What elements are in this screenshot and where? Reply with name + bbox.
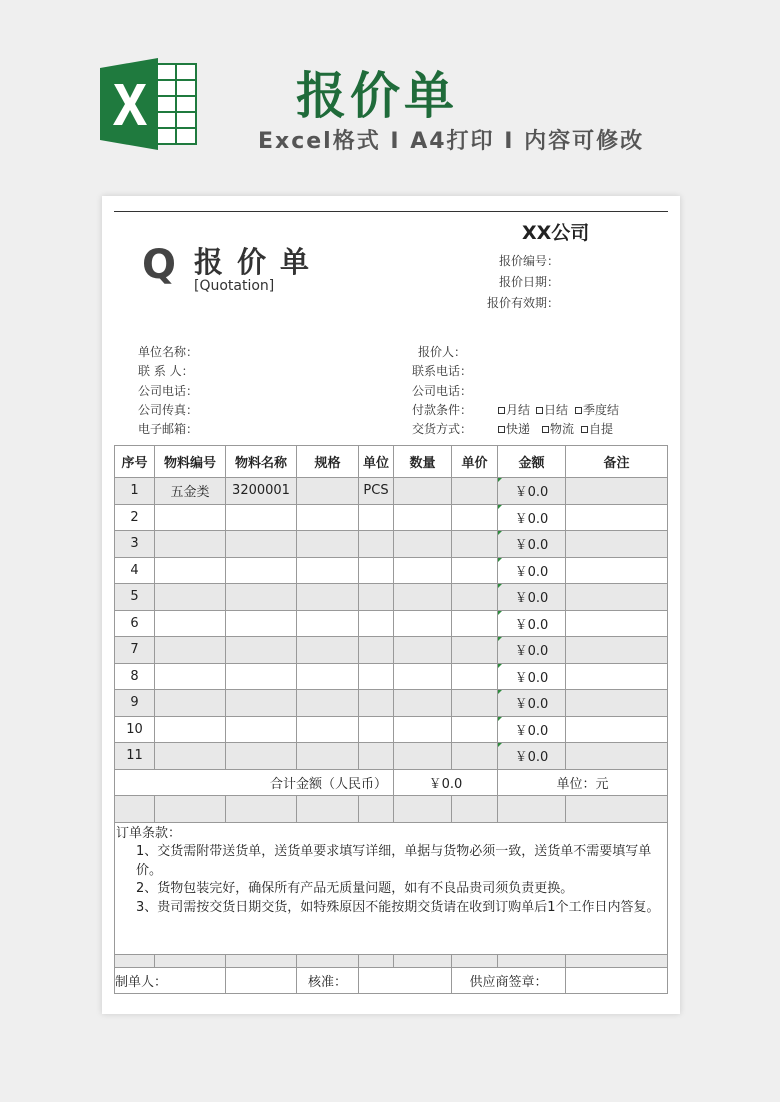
cell-spec[interactable] xyxy=(297,716,359,743)
cell-code[interactable] xyxy=(155,716,226,743)
payment-terms-label: 付款条件： xyxy=(412,403,473,417)
banner-title: 报价单 xyxy=(296,67,458,125)
cell xyxy=(498,954,566,967)
checkbox-icon[interactable] xyxy=(498,407,505,414)
cell-no: 7 xyxy=(115,637,155,664)
cell xyxy=(155,796,226,823)
cell-code[interactable] xyxy=(155,557,226,584)
right-company-phone-label: 公司电话： xyxy=(412,384,473,398)
table-row xyxy=(115,504,668,531)
cell-no: 2 xyxy=(115,504,155,531)
cell-no: 4 xyxy=(115,557,155,584)
cell-unit[interactable] xyxy=(359,610,394,637)
cell xyxy=(297,954,359,967)
cell-unit[interactable] xyxy=(359,663,394,690)
approver-label: 核准： xyxy=(297,967,359,994)
cell-price[interactable] xyxy=(452,637,498,664)
cell-unit[interactable] xyxy=(359,557,394,584)
company-name[interactable]: XX公司 xyxy=(522,222,590,244)
cell-code[interactable] xyxy=(155,690,226,717)
cell-qty[interactable] xyxy=(394,743,452,770)
cell xyxy=(566,796,668,823)
cell-note[interactable] xyxy=(566,743,668,770)
cell-code[interactable] xyxy=(155,504,226,531)
cell-spec[interactable] xyxy=(297,743,359,770)
cell-qty[interactable] xyxy=(394,610,452,637)
cell-spec[interactable] xyxy=(297,637,359,664)
table-row xyxy=(115,690,668,717)
total-row xyxy=(115,769,668,796)
cell-spec[interactable] xyxy=(297,478,359,505)
cell-qty[interactable] xyxy=(394,531,452,558)
quote-date-label: 报价日期： xyxy=(499,275,560,289)
cell-code[interactable] xyxy=(155,531,226,558)
order-terms xyxy=(115,822,668,954)
quoter-label: 报价人： xyxy=(418,345,467,359)
cell-code[interactable] xyxy=(155,637,226,664)
cell-price[interactable] xyxy=(452,716,498,743)
cell-spec[interactable] xyxy=(297,557,359,584)
cell-spec[interactable] xyxy=(297,690,359,717)
cell-qty[interactable] xyxy=(394,557,452,584)
cell-name[interactable] xyxy=(226,690,297,717)
delivery-option-express[interactable]: 快递 xyxy=(498,420,530,437)
cell-note[interactable] xyxy=(566,637,668,664)
maker-field[interactable] xyxy=(226,967,297,994)
table-row xyxy=(115,531,668,558)
cell-qty[interactable] xyxy=(394,716,452,743)
cell-no: 11 xyxy=(115,743,155,770)
cell-note[interactable] xyxy=(566,478,668,505)
cell-no: 1 xyxy=(115,478,155,505)
cell-no: 3 xyxy=(115,531,155,558)
cell-qty[interactable] xyxy=(394,504,452,531)
cell-amount[interactable]: ￥0.0 xyxy=(498,610,566,637)
cell-name[interactable] xyxy=(226,637,297,664)
header-unit: 单位 xyxy=(359,446,394,478)
cell-note[interactable] xyxy=(566,504,668,531)
company-phone-label: 公司电话： xyxy=(138,384,199,398)
header-spec: 规格 xyxy=(297,446,359,478)
cell-price[interactable] xyxy=(452,504,498,531)
cell-spec[interactable] xyxy=(297,504,359,531)
cell-unit[interactable] xyxy=(359,531,394,558)
cell-amount[interactable]: ￥0.0 xyxy=(498,743,566,770)
cell-qty[interactable] xyxy=(394,637,452,664)
quote-number-label: 报价编号： xyxy=(499,254,560,268)
cell-code[interactable]: 五金类 xyxy=(155,478,226,505)
cell-name[interactable] xyxy=(226,663,297,690)
supplier-seal-field[interactable] xyxy=(566,967,668,994)
unit-name-label: 单位名称： xyxy=(138,345,199,359)
cell-amount[interactable]: ￥0.0 xyxy=(498,531,566,558)
cell-amount[interactable]: ￥0.0 xyxy=(498,690,566,717)
header-material-code: 物料编号 xyxy=(155,446,226,478)
table-row xyxy=(115,637,668,664)
checkbox-icon[interactable] xyxy=(581,426,588,433)
cell-price[interactable] xyxy=(452,743,498,770)
cell-no: 6 xyxy=(115,610,155,637)
table-row xyxy=(115,743,668,770)
header-price: 单价 xyxy=(452,446,498,478)
cell-name[interactable] xyxy=(226,584,297,611)
cell-name[interactable] xyxy=(226,531,297,558)
cell-unit[interactable] xyxy=(359,584,394,611)
cell-amount[interactable]: ￥0.0 xyxy=(498,478,566,505)
cell xyxy=(297,796,359,823)
cell-note[interactable] xyxy=(566,690,668,717)
total-value[interactable]: ￥0.0 xyxy=(394,769,498,796)
terms-title: 订单条款： xyxy=(116,825,182,841)
cell-spec[interactable] xyxy=(297,610,359,637)
spacer-row xyxy=(115,796,668,823)
payment-option-monthly[interactable]: 月结 xyxy=(498,401,530,418)
cell xyxy=(155,954,226,967)
contact-label: 联 系 人： xyxy=(138,364,194,378)
cell xyxy=(359,954,394,967)
cell-note[interactable] xyxy=(566,610,668,637)
cell xyxy=(394,796,452,823)
cell-amount[interactable]: ￥0.0 xyxy=(498,584,566,611)
cell-name[interactable] xyxy=(226,743,297,770)
terms-row xyxy=(115,822,668,954)
document-subtitle: [Quotation] xyxy=(194,278,275,294)
cell-unit[interactable] xyxy=(359,690,394,717)
cell-note[interactable] xyxy=(566,584,668,611)
cell xyxy=(226,796,297,823)
quotation-table xyxy=(114,445,668,994)
cell-price[interactable] xyxy=(452,478,498,505)
cell-no: 5 xyxy=(115,584,155,611)
cell-spec[interactable] xyxy=(297,663,359,690)
cell xyxy=(498,796,566,823)
cell-price[interactable] xyxy=(452,663,498,690)
contact-phone-label: 联系电话： xyxy=(412,364,473,378)
cell-unit[interactable] xyxy=(359,637,394,664)
cell-unit[interactable] xyxy=(359,504,394,531)
cell xyxy=(359,796,394,823)
spacer-row xyxy=(115,954,668,967)
cell xyxy=(115,796,155,823)
checkbox-icon[interactable] xyxy=(575,407,582,414)
approver-field[interactable] xyxy=(359,967,452,994)
payment-option-daily[interactable]: 日结 xyxy=(536,401,568,418)
quotation-sheet xyxy=(102,196,680,1014)
cell-name[interactable] xyxy=(226,716,297,743)
cell-amount[interactable]: ￥0.0 xyxy=(498,557,566,584)
cell-amount[interactable]: ￥0.0 xyxy=(498,716,566,743)
quote-validity-label: 报价有效期： xyxy=(487,296,560,310)
cell-name[interactable]: 3200001 xyxy=(226,478,297,505)
cell-spec[interactable] xyxy=(297,531,359,558)
currency-unit: 单位：元 xyxy=(498,769,668,796)
cell xyxy=(452,954,498,967)
cell-note[interactable] xyxy=(566,716,668,743)
delivery-option-logistics[interactable]: 物流 xyxy=(542,420,574,437)
cell-price[interactable] xyxy=(452,690,498,717)
cell-unit[interactable] xyxy=(359,716,394,743)
company-fax-label: 公司传真： xyxy=(138,403,199,417)
cell xyxy=(226,954,297,967)
cell-price[interactable] xyxy=(452,557,498,584)
cell-no: 10 xyxy=(115,716,155,743)
cell-unit[interactable] xyxy=(359,743,394,770)
header-note: 备注 xyxy=(566,446,668,478)
maker-label: 制单人： xyxy=(115,967,226,994)
checkbox-icon[interactable] xyxy=(542,426,549,433)
cell-name[interactable] xyxy=(226,557,297,584)
header-qty: 数量 xyxy=(394,446,452,478)
cell-price[interactable] xyxy=(452,531,498,558)
terms-item-3: 3、贵司需按交货日期交货，如特殊原因不能按期交货请在收到订购单后1个工作日内答复。 xyxy=(136,899,660,915)
quotation-mark: Q xyxy=(142,242,177,288)
cell xyxy=(452,796,498,823)
cell-code[interactable] xyxy=(155,584,226,611)
cell-amount[interactable]: ￥0.0 xyxy=(498,663,566,690)
checkbox-icon[interactable] xyxy=(498,426,505,433)
cell-price[interactable] xyxy=(452,584,498,611)
table-row xyxy=(115,610,668,637)
cell-qty[interactable] xyxy=(394,584,452,611)
cell-qty[interactable] xyxy=(394,690,452,717)
cell xyxy=(566,954,668,967)
cell-unit[interactable]: PCS xyxy=(359,478,394,505)
cell-qty[interactable] xyxy=(394,663,452,690)
header-material-name: 物料名称 xyxy=(226,446,297,478)
cell-no: 9 xyxy=(115,690,155,717)
cell xyxy=(394,954,452,967)
banner-subtitle: Excel格式 I A4打印 I 内容可修改 xyxy=(258,129,645,154)
cell-amount[interactable]: ￥0.0 xyxy=(498,637,566,664)
cell-name[interactable] xyxy=(226,504,297,531)
cell-note[interactable] xyxy=(566,557,668,584)
header-amount: 金额 xyxy=(498,446,566,478)
terms-item-2: 2、货物包装完好，确保所有产品无质量问题，如有不良品贵司须负责更换。 xyxy=(136,881,574,897)
delivery-method-label: 交货方式： xyxy=(412,422,473,436)
banner xyxy=(0,0,780,190)
cell-no: 8 xyxy=(115,663,155,690)
cell-name[interactable] xyxy=(226,610,297,637)
cell-note[interactable] xyxy=(566,531,668,558)
table-header-row xyxy=(115,446,668,478)
signature-row xyxy=(115,967,668,994)
excel-logo-icon xyxy=(100,58,198,150)
header-rule xyxy=(114,211,668,212)
cell-note[interactable] xyxy=(566,663,668,690)
table-row xyxy=(115,557,668,584)
email-label: 电子邮箱： xyxy=(138,422,199,436)
delivery-option-pickup[interactable]: 自提 xyxy=(581,420,613,437)
checkbox-icon[interactable] xyxy=(536,407,543,414)
table-row xyxy=(115,584,668,611)
cell-price[interactable] xyxy=(452,610,498,637)
header-no: 序号 xyxy=(115,446,155,478)
cell-qty[interactable] xyxy=(394,478,452,505)
cell-code[interactable] xyxy=(155,663,226,690)
table-row xyxy=(115,716,668,743)
cell-amount[interactable]: ￥0.0 xyxy=(498,504,566,531)
document-title: 报价单 xyxy=(194,245,324,279)
terms-item-1: 1、交货需附带送货单，送货单要求填写详细，单据与货物必须一致，送货单不需要填写单价。 xyxy=(136,844,652,878)
table-row xyxy=(115,478,668,505)
supplier-seal-label: 供应商签章： xyxy=(452,967,566,994)
cell-code[interactable] xyxy=(155,610,226,637)
table-row xyxy=(115,663,668,690)
total-label: 合计金额（人民币） xyxy=(115,769,394,796)
payment-option-quarterly[interactable]: 季度结 xyxy=(575,401,619,418)
cell xyxy=(115,954,155,967)
cell-spec[interactable] xyxy=(297,584,359,611)
cell-code[interactable] xyxy=(155,743,226,770)
